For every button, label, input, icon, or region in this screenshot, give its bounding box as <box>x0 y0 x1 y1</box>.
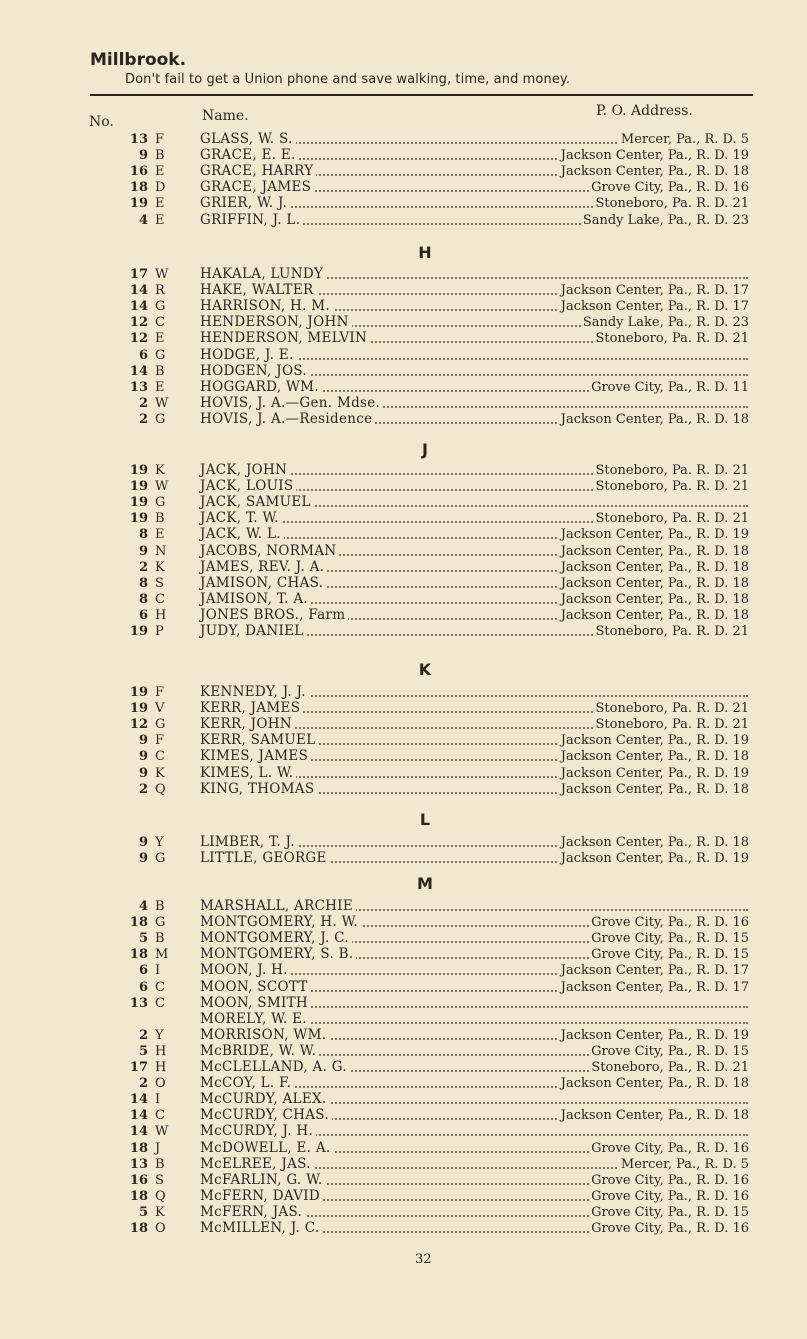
phone-number: 19 <box>129 511 148 527</box>
phone-number: 14 <box>129 299 148 315</box>
ring-letter: N <box>155 543 167 559</box>
po-address: Grove City, Pa., R. D. 15 <box>591 1204 749 1220</box>
po-address: Stoneboro, Pa. R. D. 21 <box>595 701 749 717</box>
subscriber-name: MOON, J. H. <box>200 962 291 978</box>
subscriber-name: JACK, JOHN <box>200 462 290 478</box>
list-item <box>0 462 807 478</box>
subscriber-name: HOVIS, J. A.—Residence <box>200 411 375 427</box>
po-address: Grove City, Pa., R. D. 16 <box>591 1172 749 1188</box>
subscriber-name: MOON, SCOTT <box>200 979 311 995</box>
list-item <box>0 347 807 363</box>
subscriber-name: McCURDY, ALEX. <box>200 1091 330 1107</box>
column-header-name: Name. <box>202 108 249 124</box>
section-letter-label: M <box>417 874 433 893</box>
po-address: Grove City, Pa., R. D. 16 <box>591 1188 749 1204</box>
list-item <box>0 995 807 1011</box>
ring-letter: S <box>155 575 164 591</box>
ring-letter: W <box>155 267 169 282</box>
list-item <box>0 163 807 179</box>
phone-number: 2 <box>138 411 148 427</box>
ring-letter: D <box>155 180 166 196</box>
ring-letter: C <box>155 591 165 607</box>
phone-number: 4 <box>138 212 148 228</box>
section-letter <box>0 810 807 829</box>
ring-letter: E <box>155 331 165 347</box>
po-address: Grove City, Pa., R. D. 16 <box>591 915 749 931</box>
ring-letter: R <box>155 283 165 299</box>
list-item <box>0 765 807 781</box>
subscriber-name: GRACE, HARRY <box>200 163 316 179</box>
phone-number: 19 <box>129 685 148 700</box>
list-item <box>0 543 807 559</box>
ring-letter: Y <box>155 1027 164 1043</box>
section-letter-label: K <box>418 660 432 679</box>
po-address: Jackson Center, Pa., R. D. 18 <box>560 164 749 180</box>
ring-letter: E <box>155 164 165 180</box>
subscriber-name: JAMISON, T. A. <box>200 591 311 607</box>
phone-number: 16 <box>129 1172 148 1188</box>
ring-letter: W <box>155 395 169 411</box>
po-address: Jackson Center, Pa., R. D. 19 <box>560 765 749 781</box>
subscriber-name: JACK, LOUIS <box>200 478 296 494</box>
list-item <box>0 1140 807 1156</box>
subscriber-name: HOGGARD, WM. <box>200 379 322 395</box>
subscriber-name: JUDY, DANIEL <box>200 623 307 639</box>
po-address: Jackson Center, Pa., R. D. 18 <box>560 1076 749 1092</box>
subscriber-name: KIMES, JAMES <box>200 748 311 764</box>
phone-number: 14 <box>129 1092 148 1108</box>
list-item <box>0 716 807 732</box>
ring-letter: B <box>155 1156 165 1172</box>
subscriber-name: KENNEDY, J. J. <box>200 684 309 700</box>
phone-number: 5 <box>138 1043 148 1059</box>
list-item <box>0 494 807 510</box>
phone-number: 8 <box>138 527 148 543</box>
po-address: Stoneboro, Pa. R. D. 21 <box>595 331 749 347</box>
ring-letter: G <box>155 851 166 867</box>
ring-letter: W <box>155 479 169 495</box>
ring-letter: W <box>155 1124 169 1140</box>
subscriber-name: McFERN, DAVID <box>200 1188 323 1204</box>
ring-letter: C <box>155 1108 165 1124</box>
page-number: 32 <box>415 1252 432 1267</box>
subscriber-name: JACOBS, NORMAN <box>200 543 339 559</box>
subscriber-name: JACK, W. L. <box>200 526 284 542</box>
ring-letter: Q <box>155 781 166 797</box>
phone-number: 2 <box>138 781 148 797</box>
ring-letter: B <box>155 931 165 947</box>
subscriber-name: KIMES, L. W. <box>200 765 296 781</box>
phone-number: 16 <box>129 164 148 180</box>
column-header-address: P. O. Address. <box>596 103 693 119</box>
po-address: Stoneboro, Pa. R. D. 21 <box>595 479 749 495</box>
subscriber-name: KERR, SAMUEL <box>200 732 318 748</box>
subscriber-name: MARSHALL, ARCHIE <box>200 898 356 914</box>
list-item <box>0 147 807 163</box>
po-address: Jackson Center, Pa., R. D. 17 <box>560 963 749 979</box>
subscriber-name: HENDERSON, MELVIN <box>200 330 370 346</box>
phone-number: 5 <box>138 1204 148 1220</box>
subscriber-name: HODGEN, JOS. <box>200 363 310 379</box>
subscriber-name: LITTLE, GEORGE <box>200 850 330 866</box>
ring-letter: M <box>155 947 169 963</box>
list-item <box>0 1027 807 1043</box>
po-address: Grove City, Pa., R. D. 15 <box>591 947 749 963</box>
po-address: Stoneboro, Pa. R. D. 21 <box>595 717 749 733</box>
phone-number: 13 <box>129 995 148 1011</box>
list-item <box>0 1204 807 1220</box>
subscriber-name: KERR, JOHN <box>200 716 295 732</box>
ring-letter: K <box>155 463 165 478</box>
section-letter-label: L <box>419 810 431 829</box>
list-item <box>0 1107 807 1123</box>
ring-letter: O <box>155 1221 166 1236</box>
ring-letter: I <box>155 963 161 979</box>
ring-letter: Y <box>155 835 164 850</box>
list-item <box>0 1091 807 1107</box>
phone-number: 19 <box>129 701 148 717</box>
list-item <box>0 1220 807 1236</box>
list-item <box>0 1123 807 1139</box>
list-item <box>0 748 807 764</box>
list-item <box>0 591 807 607</box>
town-heading: Millbrook. <box>90 50 187 70</box>
subscriber-name: McCURDY, J. H. <box>200 1123 316 1139</box>
subscriber-name: McELREE, JAS. <box>200 1156 314 1172</box>
subscriber-name: McCLELLAND, A. G. <box>200 1059 350 1075</box>
ring-letter: C <box>155 315 165 331</box>
list-item <box>0 930 807 946</box>
po-address: Sandy Lake, Pa., R. D. 23 <box>582 315 749 331</box>
list-item <box>0 266 807 282</box>
po-address: Jackson Center, Pa., R. D. 18 <box>560 749 749 765</box>
phone-number: 9 <box>138 543 148 559</box>
po-address: Jackson Center, Pa., R. D. 18 <box>560 591 749 607</box>
list-item <box>0 1075 807 1091</box>
po-address: Grove City, Pa., R. D. 15 <box>591 1043 749 1059</box>
subscriber-name: MONTGOMERY, J. C. <box>200 930 352 946</box>
list-item <box>0 212 807 228</box>
po-address: Jackson Center, Pa., R. D. 18 <box>560 1108 749 1124</box>
ring-letter: G <box>155 347 166 363</box>
list-item <box>0 781 807 797</box>
list-item <box>0 478 807 494</box>
section-letter <box>0 243 807 262</box>
list-item <box>0 1043 807 1059</box>
phone-number: 6 <box>138 979 148 995</box>
phone-number: 18 <box>129 1221 148 1236</box>
list-item <box>0 282 807 298</box>
list-item <box>0 946 807 962</box>
po-address: Sandy Lake, Pa., R. D. 23 <box>582 212 749 228</box>
po-address: Jackson Center, Pa., R. D. 19 <box>560 733 749 749</box>
list-item <box>0 330 807 346</box>
list-item <box>0 979 807 995</box>
po-address: Grove City, Pa., R. D. 16 <box>591 180 749 196</box>
list-item <box>0 962 807 978</box>
list-item <box>0 684 807 700</box>
subscriber-name: MORRISON, WM. <box>200 1027 329 1043</box>
list-item <box>0 363 807 379</box>
ring-letter: O <box>155 1076 166 1092</box>
ring-letter: B <box>155 363 165 379</box>
subscriber-name: McCOY, L. F. <box>200 1075 294 1091</box>
list-item <box>0 850 807 866</box>
subscriber-name: GRACE, JAMES <box>200 179 314 195</box>
list-item <box>0 395 807 411</box>
phone-number: 9 <box>138 733 148 749</box>
section-letter <box>0 660 807 679</box>
ring-letter: G <box>155 411 166 427</box>
subscriber-name: KING, THOMAS <box>200 781 317 797</box>
po-address: Jackson Center, Pa., R. D. 19 <box>560 148 749 164</box>
column-header-no: No. <box>89 114 114 130</box>
phone-number: 14 <box>129 283 148 299</box>
phone-number: 12 <box>129 717 148 733</box>
ring-letter: K <box>155 559 165 575</box>
po-address: Jackson Center, Pa., R. D. 18 <box>560 607 749 623</box>
po-address: Jackson Center, Pa., R. D. 18 <box>560 559 749 575</box>
list-item <box>0 1172 807 1188</box>
section-letter <box>0 440 807 459</box>
phone-number: 12 <box>129 315 148 331</box>
subscriber-name: HODGE, J. E. <box>200 347 297 363</box>
ring-letter: V <box>155 701 165 717</box>
po-address: Stoneboro, Pa. R. D. 21 <box>595 463 749 478</box>
list-item <box>0 1059 807 1075</box>
ring-letter: E <box>155 212 165 228</box>
list-item <box>0 379 807 395</box>
ring-letter: E <box>155 379 165 395</box>
phone-number: 8 <box>138 591 148 607</box>
po-address: Jackson Center, Pa., R. D. 19 <box>560 527 749 543</box>
list-item <box>0 559 807 575</box>
subscriber-name: LIMBER, T. J. <box>200 834 298 850</box>
po-address: Jackson Center, Pa., R. D. 18 <box>560 543 749 559</box>
ring-letter: I <box>155 1092 161 1108</box>
ring-letter: J <box>155 1140 161 1156</box>
subscriber-name: MONTGOMERY, H. W. <box>200 914 361 930</box>
phone-number: 18 <box>129 915 148 931</box>
subscriber-name: HOVIS, J. A.—Gen. Mdse. <box>200 395 383 411</box>
subscriber-name: HAKE, WALTER <box>200 282 317 298</box>
ring-letter: H <box>155 1043 167 1059</box>
ring-letter: H <box>155 1060 167 1075</box>
list-item <box>0 526 807 542</box>
phone-number: 6 <box>138 347 148 363</box>
list-item <box>0 510 807 526</box>
phone-number: 18 <box>129 1140 148 1156</box>
subscriber-name: GRIFFIN, J. L. <box>200 212 303 228</box>
subscriber-name: McBRIDE, W. W. <box>200 1043 319 1059</box>
list-item <box>0 179 807 195</box>
list-item <box>0 314 807 330</box>
subscriber-name: McFARLIN, G. W. <box>200 1172 326 1188</box>
ring-letter: B <box>155 148 165 164</box>
subscriber-name: MOON, SMITH <box>200 995 311 1011</box>
po-address: Grove City, Pa., R. D. 16 <box>591 1140 749 1156</box>
po-address: Grove City, Pa., R. D. 15 <box>591 931 749 947</box>
phone-number: 6 <box>138 607 148 623</box>
ring-letter: P <box>155 624 164 639</box>
list-item <box>0 575 807 591</box>
ring-letter: H <box>155 607 167 623</box>
list-item <box>0 131 807 147</box>
phone-number: 17 <box>129 1060 148 1075</box>
subscriber-name: JACK, SAMUEL <box>200 494 314 510</box>
list-item <box>0 607 807 623</box>
phone-number: 5 <box>138 931 148 947</box>
list-item <box>0 898 807 914</box>
ring-letter: K <box>155 765 165 781</box>
po-address: Stoneboro, Pa. R. D. 21 <box>595 511 749 527</box>
ring-letter: E <box>155 527 165 543</box>
subscriber-name: McCURDY, CHAS. <box>200 1107 332 1123</box>
ring-letter: G <box>155 915 166 931</box>
ring-letter: C <box>155 979 165 995</box>
phone-number: 12 <box>129 331 148 347</box>
po-address: Stoneboro, Pa. R. D. 21 <box>595 624 749 639</box>
po-address: Mercer, Pa., R. D. 5 <box>620 1156 749 1172</box>
list-item <box>0 834 807 850</box>
subscriber-name: McFERN, JAS. <box>200 1204 305 1220</box>
list-item <box>0 411 807 427</box>
list-item <box>0 1156 807 1172</box>
subscriber-name: GLASS, W. S. <box>200 131 296 147</box>
list-item <box>0 298 807 314</box>
list-item <box>0 1011 807 1027</box>
subscriber-name: KERR, JAMES <box>200 700 303 716</box>
phone-number: 2 <box>138 1027 148 1043</box>
phone-number: 13 <box>129 1156 148 1172</box>
section-letter-label: J <box>422 440 428 459</box>
ring-letter: Q <box>155 1188 166 1204</box>
po-address: Mercer, Pa., R. D. 5 <box>620 132 749 147</box>
phone-number: 2 <box>138 1076 148 1092</box>
po-address: Jackson Center, Pa., R. D. 19 <box>560 851 749 867</box>
section-letter <box>0 874 807 893</box>
subscriber-name: MONTGOMERY, S. B. <box>200 946 356 962</box>
phone-number: 9 <box>138 765 148 781</box>
list-item <box>0 1188 807 1204</box>
ring-letter: S <box>155 1172 164 1188</box>
ring-letter: K <box>155 1204 165 1220</box>
phone-number: 19 <box>129 463 148 478</box>
slogan: Don't fail to get a Union phone and save walking, time, and money. <box>125 72 571 87</box>
phone-number: 9 <box>138 851 148 867</box>
ring-letter: B <box>155 511 165 527</box>
subscriber-name: JACK, T. W. <box>200 510 282 526</box>
phone-number: 9 <box>138 749 148 765</box>
phone-number: 8 <box>138 575 148 591</box>
po-address: Grove City, Pa., R. D. 11 <box>591 379 749 395</box>
po-address: Jackson Center, Pa., R. D. 18 <box>560 835 749 850</box>
subscriber-name: JAMISON, CHAS. <box>200 575 326 591</box>
ring-letter: G <box>155 299 166 315</box>
phone-number: 19 <box>129 196 148 212</box>
subscriber-name: McDOWELL, E. A. <box>200 1140 334 1156</box>
ring-letter: C <box>155 995 165 1011</box>
po-address: Jackson Center, Pa., R. D. 17 <box>560 283 749 299</box>
po-address: Jackson Center, Pa., R. D. 18 <box>560 411 749 427</box>
subscriber-name: HAKALA, LUNDY <box>200 266 326 282</box>
phone-number: 2 <box>138 395 148 411</box>
po-address: Jackson Center, Pa., R. D. 18 <box>560 575 749 591</box>
list-item <box>0 700 807 716</box>
phone-number: 6 <box>138 963 148 979</box>
ring-letter: F <box>155 132 165 147</box>
subscriber-name: McMILLEN, J. C. <box>200 1220 322 1236</box>
phone-number: 18 <box>129 1188 148 1204</box>
ring-letter: C <box>155 749 165 765</box>
phone-number: 14 <box>129 1108 148 1124</box>
phone-number: 19 <box>129 479 148 495</box>
ring-letter: F <box>155 685 165 700</box>
section-letter-label: H <box>418 243 432 262</box>
list-item <box>0 732 807 748</box>
po-address: Jackson Center, Pa., R. D. 17 <box>560 299 749 315</box>
po-address: Jackson Center, Pa., R. D. 19 <box>560 1027 749 1043</box>
phone-number: 2 <box>138 559 148 575</box>
subscriber-name: JAMES, REV. J. A. <box>200 559 327 575</box>
po-address: Jackson Center, Pa., R. D. 18 <box>560 781 749 797</box>
phone-number: 4 <box>138 899 148 914</box>
phone-number: 18 <box>129 947 148 963</box>
list-item <box>0 623 807 639</box>
phone-number: 19 <box>129 624 148 639</box>
phone-number: 14 <box>129 363 148 379</box>
ring-letter: F <box>155 733 165 749</box>
po-address: Grove City, Pa., R. D. 16 <box>591 1221 749 1236</box>
ring-letter: G <box>155 717 166 733</box>
subscriber-name: HARRISON, H. M. <box>200 298 333 314</box>
phone-number: 17 <box>129 267 148 282</box>
ring-letter: E <box>155 196 165 212</box>
phone-number: 19 <box>129 495 148 511</box>
phone-number: 13 <box>129 132 148 147</box>
po-address: Stoneboro, Pa., R. D. 21 <box>591 1060 749 1075</box>
subscriber-name: JONES BROS., Farm <box>200 607 348 623</box>
ring-letter: B <box>155 899 165 914</box>
subscriber-name: MORELY, W. E. <box>200 1011 310 1027</box>
subscriber-name: HENDERSON, JOHN <box>200 314 352 330</box>
ring-letter: G <box>155 495 166 511</box>
list-item <box>0 914 807 930</box>
phone-number: 13 <box>129 379 148 395</box>
phone-number: 18 <box>129 180 148 196</box>
subscriber-name: GRIER, W. J. <box>200 195 290 211</box>
subscriber-name: GRACE, E. E. <box>200 147 299 163</box>
phone-number: 14 <box>129 1124 148 1140</box>
list-item <box>0 195 807 211</box>
po-address: Jackson Center, Pa., R. D. 17 <box>560 979 749 995</box>
phone-number: 9 <box>138 148 148 164</box>
po-address: Stoneboro, Pa. R. D. 21 <box>595 196 749 212</box>
phone-number: 9 <box>138 835 148 850</box>
